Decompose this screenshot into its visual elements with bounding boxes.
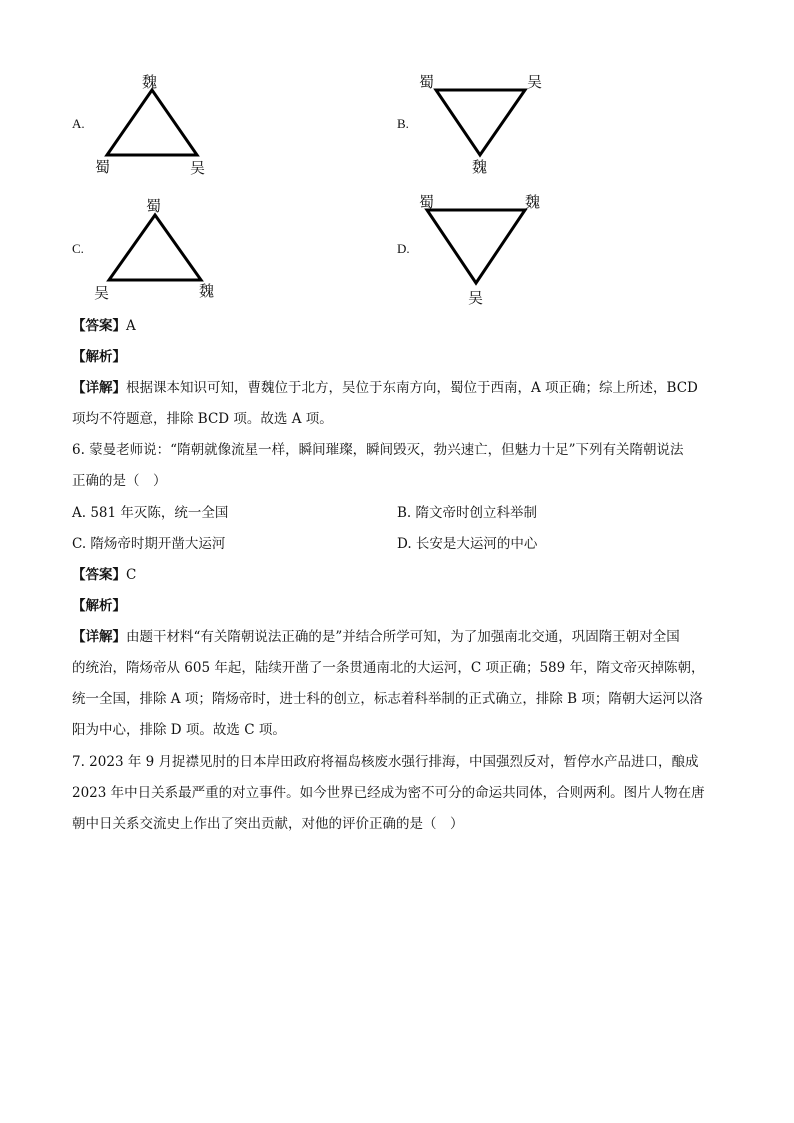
answer-value: A (126, 318, 136, 334)
q5-detail-line-2: 项均不符题意，排除 BCD 项。故选 A 项。 (72, 411, 333, 427)
label-bottom: 吴 (468, 289, 484, 307)
label-left: 蜀 (95, 158, 111, 176)
q5-analysis-tag: 【解析】 (72, 349, 126, 365)
label-bottom: 魏 (472, 158, 488, 176)
q6-stem-line-1: 6. 蒙曼老师说：“隋朝就像流星一样，瞬间璀璨，瞬间毁灭，勃兴速亡，但魅力十足”下列有关隋朝说法 (72, 442, 684, 458)
q6-stem-line-2: 正确的是（ ） (72, 473, 167, 489)
label-right: 吴 (190, 159, 206, 177)
q7-stem-line-3: 朝中日关系交流史上作出了突出贡献，对他的评价正确的是（ ） (72, 816, 464, 832)
q6-answer (72, 565, 136, 585)
label-top: 蜀 (146, 197, 162, 215)
q6-detail-line-2: 的统治，隋炀帝从 605 年起，陆续开凿了一条贯通南北的大运河，C 项正确；589 年，隋文帝灭掉陈朝， (72, 660, 705, 676)
q7-stem-line-1: 7. 2023 年 9 月捉襟见肘的日本岸田政府将福岛核废水强行排海，中国强烈反对，暂停水产品进口，酿成 (72, 754, 699, 770)
option-letter: C. (72, 241, 84, 256)
option-letter: A. (72, 116, 85, 131)
label-top-right: 吴 (527, 73, 543, 91)
q5-answer (72, 316, 136, 336)
q6-option-d: D. 长安是大运河的中心 (397, 536, 538, 552)
q6-detail-line-3: 统一全国，排除 A 项；隋炀帝时，进士科的创立，标志着科举制的正式确立，排除 B 项；隋朝大运河以洛 (72, 691, 703, 707)
detail-tag: 【详解】 (72, 629, 126, 645)
label-top-left: 蜀 (419, 193, 435, 211)
answer-tag: 【答案】 (72, 318, 126, 334)
triangle-diagram-d (0, 0, 794, 340)
q6-analysis-tag: 【解析】 (72, 598, 126, 614)
label-top-left: 蜀 (419, 73, 435, 91)
label-top-right: 魏 (525, 193, 541, 211)
label-top: 魏 (142, 73, 158, 91)
q6-option-b: B. 隋文帝时创立科举制 (397, 505, 538, 521)
label-left: 吴 (94, 284, 110, 302)
q6-option-a: A. 581 年灭陈，统一全国 (72, 505, 229, 521)
label-right: 魏 (199, 282, 215, 300)
answer-value: C (126, 567, 137, 583)
option-letter: D. (397, 241, 410, 256)
answer-tag: 【答案】 (72, 567, 126, 583)
q6-detail-line-4: 阳为中心，排除 D 项。故选 C 项。 (72, 722, 286, 738)
q7-stem-line-2: 2023 年中日关系最严重的对立事件。如今世界已经成为密不可分的命运共同体，合则两利。图片人物在唐 (72, 785, 705, 801)
detail-tag: 【详解】 (72, 380, 126, 396)
q5-detail-line-1: 【详解】根据课本知识可知，曹魏位于北方，吴位于东南方向，蜀位于西南，A 项正确；综上所述，BCD (72, 380, 698, 396)
q6-option-c: C. 隋炀帝时期开凿大运河 (72, 536, 226, 552)
option-letter: B. (397, 116, 409, 131)
q6-detail-line-1: 【详解】由题干材料“有关隋朝说法正确的是”并结合所学可知，为了加强南北交通，巩固隋王朝对全国 (72, 629, 680, 645)
